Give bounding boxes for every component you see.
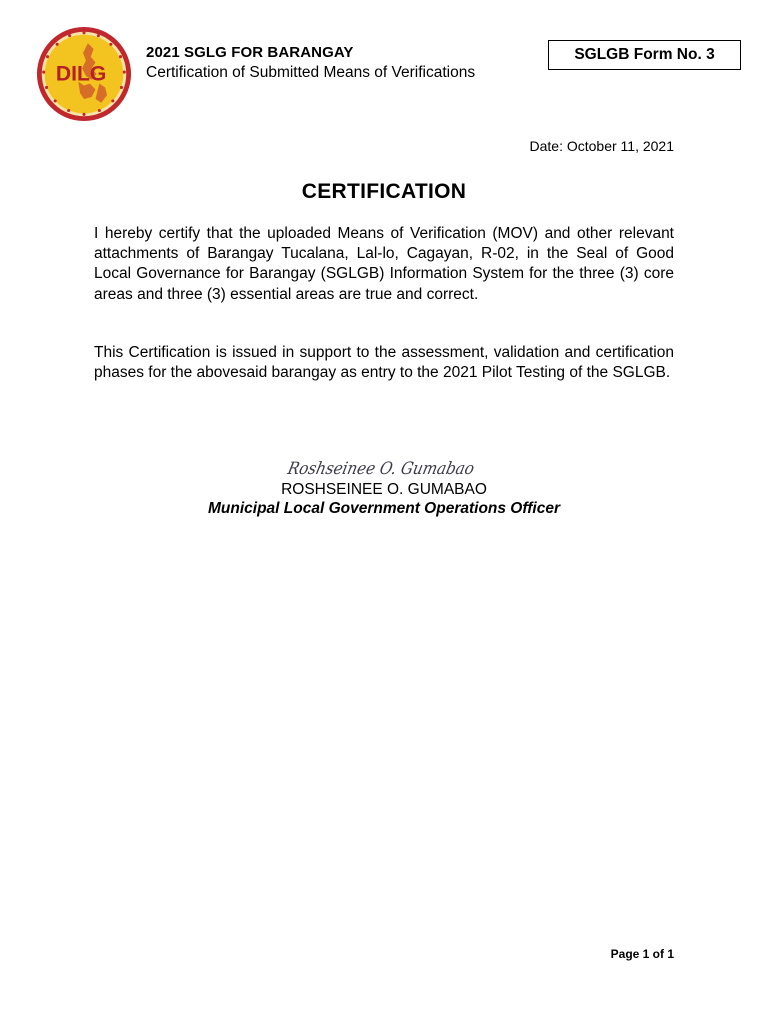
logo-text: DILG <box>55 62 107 86</box>
signature-text: Roshseinee O. Gumabao <box>285 459 500 479</box>
certification-heading: CERTIFICATION <box>301 180 467 203</box>
page-number: Page 1 of 1 <box>610 947 674 961</box>
dilg-seal-icon <box>36 26 132 122</box>
signatory-name: ROSHSEINEE O. GUMABAO <box>281 481 487 498</box>
document-title: 2021 SGLG FOR BARANGAY <box>146 44 354 61</box>
purpose-paragraph: This Certification is issued in support to the assessment, validation and certification phases for the abovesaid barangay as entry to the 2021 Pilot Testing of the SGLGB. <box>94 344 674 382</box>
date-line: Date: October 11, 2021 <box>529 138 674 154</box>
signature-image <box>285 450 500 484</box>
signatory-title: Municipal Local Government Operations Officer <box>208 500 560 517</box>
document-subtitle: Certification of Submitted Means of Verifications <box>146 64 476 81</box>
form-number-box: SGLGB Form No. 3 <box>548 40 741 70</box>
certification-paragraph: I hereby certify that the uploaded Means of Verification (MOV) and other relevant attachments of Barangay Tucalana, Lal-lo, Cagayan, R-02, in the Seal of Good Local Governance for Barangay (SGLGB) Information System for the three (3) core areas and three (3) essential areas are true and correct. <box>94 225 674 303</box>
